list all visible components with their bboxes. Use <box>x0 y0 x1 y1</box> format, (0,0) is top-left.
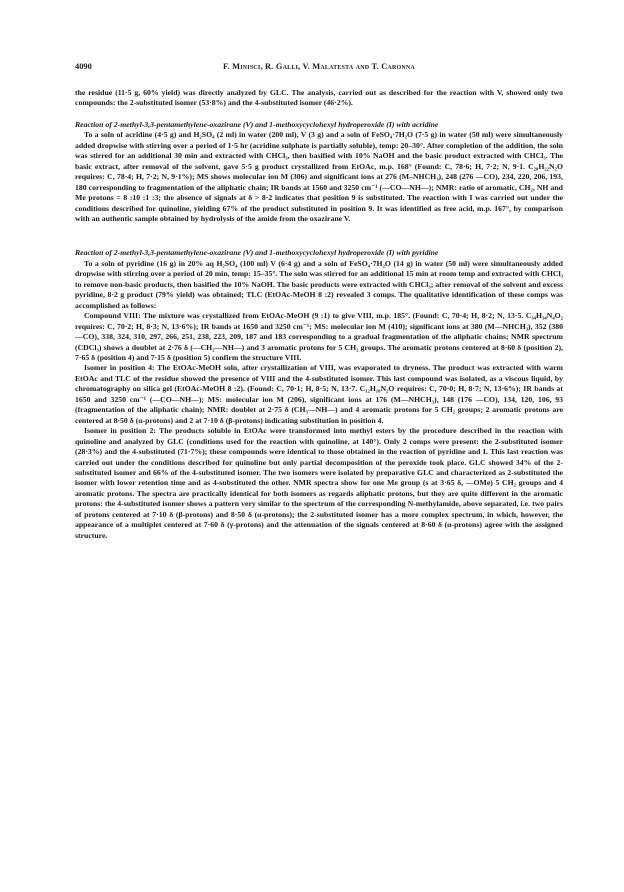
article-body <box>75 88 563 541</box>
section-title-pyridine: Reaction of 2-methyl-3,3-pentamethylene-oxazirane (V) and 1-methoxycyclohexyl hydroperoxide (I) with pyridine <box>75 248 439 258</box>
pyridine-paragraph-isomer-4: Isomer in position 4: The EtOAc-MeOH soln, after crystallization of VIII, was evaporated to dryness. The product was extracted with warm EtOAc and TLC of the residue showed the presence of VIII and the 4-substituted isomer. This last compound was isolated, as a viscous liquid, by chromatography on silica gel (EtOAc-MeOH 8 :2). (Found: C, 70·1; H, 8·5; N, 13·7. C₁₂H₁₈N₂O requires: C, 70·0; H, 8·7; N, 13·6%); IR bands at 1650 and 3250 cm⁻¹ (—CO—NH—); MS: molecular ion M (206), significant ions at 176 (M—NHCH₃), 148 (176 —CO), 134, 120, 106, 93 (fragmentation of the aliphatic chain); NMR: doublet at 2·75 δ (CH₃—NH—) and 4 aromatic protons for 5 CH₂ groups; 2 aromatic protons are centered at 8·50 δ (α-protons) and 2 at 7·10 δ (β-protons) indicating substitution in position 4. <box>75 363 563 425</box>
intro-paragraph: the residue (11·5 g, 60% yield) was directly analyzed by GLC. The analysis, carried out as described for the reaction with V, showed only two compounds: the 2-substituted isomer (53·8%) and the 4-substituted isomer (46·2%). <box>75 88 563 108</box>
page-header <box>75 61 563 73</box>
acridine-paragraph: To a soln of acridine (4·5 g) and H₂SO₄ (2 ml) in water (200 ml), V (3 g) and a soln of FeSO₄·7H₂O (7·5 g) in water (50 ml) were simultaneously added dropwise with stirring over a period of 1·5 hr (acridine sulphate is partially soluble), temp: 20–30°. After completion of the addition, the soln was stirred for an additional 30 min and extracted with CHCl₃, then basified with 10% NaOH and the basic product extracted with CHCl₃. The basic extract, after removal of the solvent, gave 5·5 g product crystallized from EtOAc, m.p. 168° (Found: C, 78·6; H, 7·2; N, 9·1. C₂₀H₂₂N₂O requires: C, 78·4; H, 7·2; N, 9·1%); MS shows molecular ion M (306) and significant ions at 276 (M–NHCH₃), 248 (276 —CO), 234, 220, 206, 193, 180 corresponding to fragmentation of the aliphatic chain; IR bands at 1560 and 3250 cm⁻¹ (—CO—NH—); NMR: ratio of aromatic, CH₂, NH and Me protons = 8 :10 :1 :3; the absence of signals at δ > 8·2 indicates that position 9 is substituted. The reaction with I was carried out under the conditions described for quinoline, yielding 67% of the product substituted in position 9. It was identified as free acid, m.p. 167°, by comparison with an authentic sample obtained by hydrolysis of the amide from the oxazirane V. <box>75 130 563 223</box>
pyridine-paragraph-isomer-2: Isomer in position 2: The products soluble in EtOAc were transformed into methyl esters by the procedure described in the reaction with quinoline and analyzed by GLC (conditions used for the reaction with quinoline, at 140°). Only 2 comps were present: the 2-substituted isomer (28·3%) and the 4-substituted (71·7%); these compounds were identical to those obtained in the reaction of pyridine and I. This last reaction was carried out under the conditions described for quinoline but only partial decomposition of the peroxide took place. GLC showed 34% of the 2-substituted isomer and 66% of the 4-substituted isomer. The two isomers were isolated by preparative GLC and characterized as 2-substituted the isomer with lower retention time and as 4-substituted the other. NMR spectra show for one Me group (s at 3·65 δ, —OMe) 5 CH₂ groups and 4 aromatic protons. The spectra are practically identical for both isomers as regards aliphatic protons, but they are quite different in the aromatic protons: the 4-substituted isomer shows a pattern very similar to the spectrum of the corresponding N-methylamide, above separated, i.e. two pairs of protons centered at 7·10 δ (β-protons) and 8·50 δ (α-protons); the 2-substituted isomer has a more complex spectrum, in which, however, the appearance of a multiplet centered at 7·60 δ (γ-protons) and the attenuation of the signals centered at 8·60 δ (α-protons) agree with the assigned structure. <box>75 426 563 540</box>
running-head: F. Minisci, R. Galli, V. Malatesta and T. Caronna <box>223 62 415 71</box>
pyridine-paragraph-compound-viii: Compound VIII: The mixture was crystallized from EtOAc-MeOH (9 :1) to give VIII, m.p. 185°. (Found: C, 70·4; H, 8·2; N, 13·5. C₃₄H₃₄N₄O₂ requires: C, 70·2; H, 8·3; N, 13·6%); IR bands at 1650 and 3250 cm⁻¹; MS: molecular ion M (410); significant ions at 380 (M—NHCH₃), 352 (380 —CO), 338, 324, 310, 297, 266, 251, 238, 223, 209, 187 and 183 corresponding to a gradual fragmentation of the aliphatic chains; NMR spectrum (CDCl₃) shows a doublet at 2·76 δ (—CH₂—NH—) and 3 aromatic protons for 5 CH₂ groups. The aromatic protons centered at 8·60 δ (position 2), 7·65 δ (position 4) and 7·15 δ (position 5) confirm the structure VIII. <box>75 311 563 362</box>
page-number: 4090 <box>75 62 92 71</box>
section-title-acridine: Reaction of 2-methyl-3,3-pentamethylene-oxazirane (V) and 1-methoxycyclohexyl hydroperoxide (I) with acridine <box>75 119 439 129</box>
pyridine-paragraph-procedure: To a soln of pyridine (16 g) in 20% aq H₂SO₄ (100 ml) V (6·4 g) and a soln of FeSO₄·7H₂O (14 g) in water (50 ml) were simultaneously added dropwise with stirring over a period of 20 min, temp: 15–35°. The soln was stirred for an additional 15 min at room temp and extracted with CHCl₃ to remove non-basic products, then basified the 10% NaOH. The basic products were extracted with CHCl₃; after removal of the solvent and excess pyridine, 8·2 g product (79% yield) was obtained; TLC (EtOAc-MeOH 8 :2) revealed 3 comps. The qualitative identification of these comps was accomplished as follows: <box>75 258 563 310</box>
